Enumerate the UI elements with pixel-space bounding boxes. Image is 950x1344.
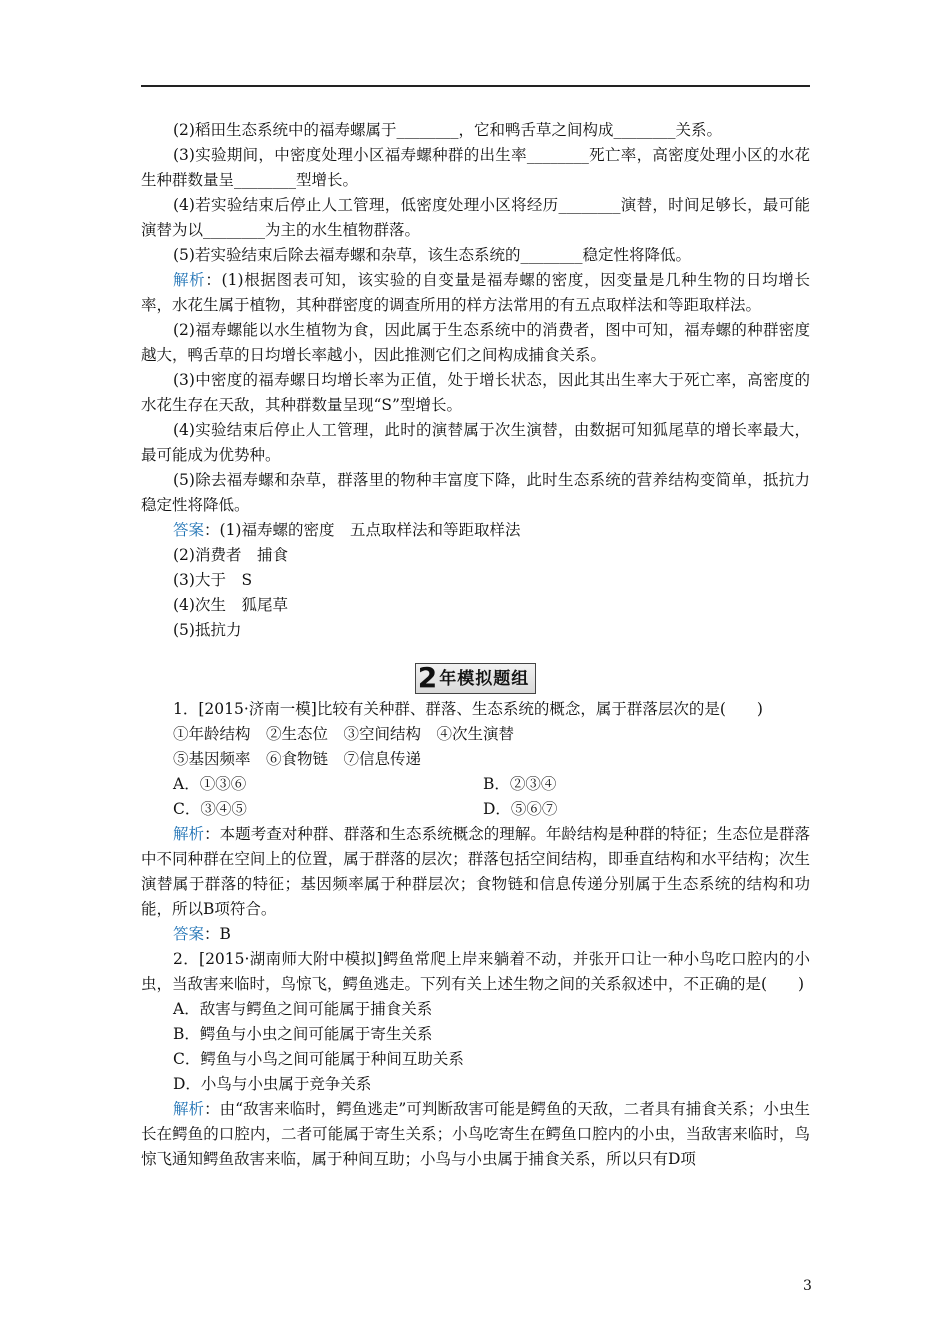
mc1-explanation-text: ：本题考查对种群、群落和生态系统概念的理解。年龄结构是种群的特征；生态位是群落中不同种群在空间上的位置，属于群落的层次；群落包括空间结构，即垂直结构和水平结构；次生演替属于群落的特征；基因频率属于种群层次；食物链和信息传递分别属于生态系统的结构和功能，所以B项符合。 [141, 825, 810, 918]
section-header [141, 663, 810, 693]
mc1-explanation-label: 解析 [173, 825, 205, 843]
section-number: 2 [417, 661, 438, 694]
mc2-stem: 2．[2015·湖南师大附中模拟]鳄鱼常爬上岸来躺着不动，并张开口让一种小鸟吃口腔内的小虫，当敌害来临时，鸟惊飞，鳄鱼逃走。下列有关上述生物之间的关系叙述中，不正确的是( ) [141, 950, 810, 993]
explanation-4: (4)实验结束后停止人工管理，此时的演替属于次生演替，由数据可知狐尾草的增长率最大，最可能成为优势种。 [141, 421, 810, 464]
question-3-text: (3)实验期间，中密度处理小区福寿螺种群的出生率________死亡率，高密度处理小区的水花生种群数量呈________型增长。 [141, 146, 810, 189]
mc2-option-d: D．小鸟与小虫属于竞争关系 [173, 1075, 372, 1093]
question-5-text: (5)若实验结束后除去福寿螺和杂草，该生态系统的________稳定性将降低。 [173, 246, 691, 264]
mc1-explanation [141, 822, 810, 922]
mc1-answer-label: 答案 [173, 925, 205, 943]
explanation-3: (3)中密度的福寿螺日均增长率为正值，处于增长状态，因此其出生率大于死亡率，高密度的水花生存在天敌，其种群数量呈现“S”型增长。 [141, 371, 810, 414]
section-header-box [415, 663, 536, 694]
mc2-explanation-label: 解析 [173, 1100, 205, 1118]
mc1-items-line-2: ⑤基因频率 ⑥食物链 ⑦信息传递 [173, 750, 422, 768]
mc1-options-row-1 [141, 772, 810, 797]
page-content [141, 118, 810, 1172]
page-number: 3 [803, 1278, 812, 1294]
mc1-option-b: B．②③④ [483, 775, 557, 793]
answer-1 [141, 518, 810, 543]
mc1-stem: 1．[2015·济南一模]比较有关种群、群落、生态系统的概念，属于群落层次的是( ) [173, 700, 763, 718]
section-title: 年模拟题组 [439, 669, 530, 689]
answer-label: 答案 [173, 521, 205, 539]
answer-4: (4)次生 狐尾草 [173, 596, 288, 614]
mc2-option-a: A．敌害与鳄鱼之间可能属于捕食关系 [173, 1000, 433, 1018]
mc1-answer-text: ：B [204, 925, 231, 943]
answer-1-text: ：(1)福寿螺的密度 五点取样法和等距取样法 [204, 521, 521, 539]
mc1-items-line-1: ①年龄结构 ②生态位 ③空间结构 ④次生演替 [173, 725, 515, 743]
question-4-text: (4)若实验结束后停止人工管理，低密度处理小区将经历________演替，时间足够长，最可能演替为以________为主的水生植物群落。 [141, 196, 810, 239]
mc1-answer [141, 922, 810, 947]
answer-5: (5)抵抗力 [173, 621, 242, 639]
answer-3: (3)大于 S [173, 571, 253, 589]
mc2-explanation [141, 1097, 810, 1172]
explanation-2: (2)福寿螺能以水生植物为食，因此属于生态系统中的消费者，图中可知，福寿螺的种群密度越大，鸭舌草的日均增长率越小，因此推测它们之间构成捕食关系。 [141, 321, 810, 364]
answer-2: (2)消费者 捕食 [173, 546, 288, 564]
mc2-explanation-text: ：由“敌害来临时，鳄鱼逃走”可判断敌害可能是鳄鱼的天敌，二者具有捕食关系；小虫生长在鳄鱼的口腔内，二者可能属于寄生关系；小鸟吃寄生在鳄鱼口腔内的小虫，当敌害来临时，鸟惊飞通知鳄鱼敌害来临，属于种间互助；小鸟与小虫属于捕食关系，所以只有D项 [141, 1100, 810, 1168]
mc1-option-a: A．①③⑥ [173, 775, 247, 793]
mc2-option-b: B．鳄鱼与小虫之间可能属于寄生关系 [173, 1025, 433, 1043]
mc1-option-d: D．⑤⑥⑦ [483, 800, 558, 818]
explanation-5: (5)除去福寿螺和杂草，群落里的物种丰富度下降，此时生态系统的营养结构变简单，抵抗力稳定性将降低。 [141, 471, 810, 514]
explanation-1-text: ：(1)根据图表可知，该实验的自变量是福寿螺的密度，因变量是几种生物的日均增长率，水花生属于植物，其种群密度的调查所用的样方法常用的有五点取样法和等距取样法。 [141, 271, 810, 314]
explanation-1 [141, 268, 810, 318]
header-rule [141, 85, 810, 87]
mc2-option-c: C．鳄鱼与小鸟之间可能属于种间互助关系 [173, 1050, 464, 1068]
explanation-label: 解析 [173, 271, 206, 289]
question-2-text: (2)稻田生态系统中的福寿螺属于________，它和鸭舌草之间构成________关系。 [173, 121, 722, 139]
mc1-options-row-2 [141, 797, 810, 822]
mc1-option-c: C．③④⑤ [173, 800, 247, 818]
